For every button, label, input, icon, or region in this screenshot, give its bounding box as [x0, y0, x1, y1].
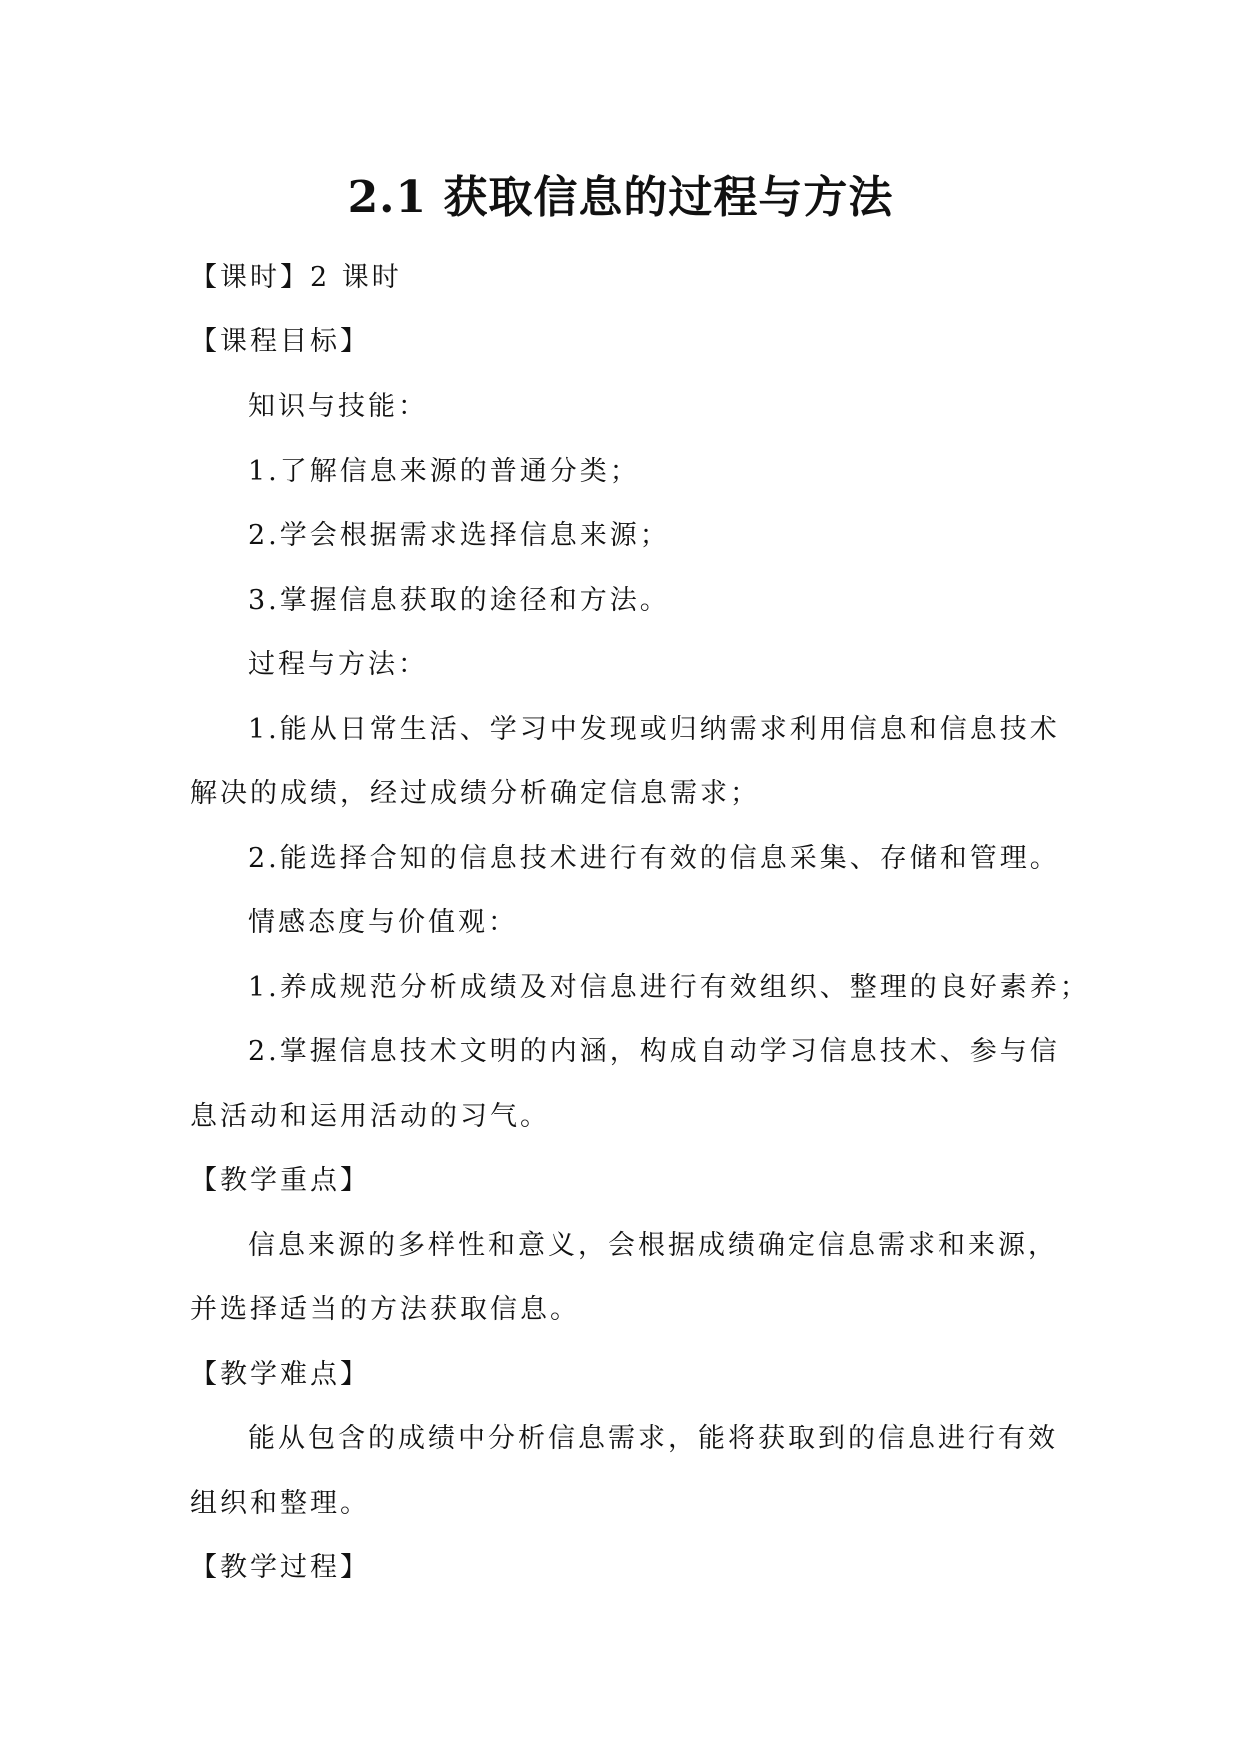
paragraph-line: 能从包含的成绩中分析信息需求，能将获取到的信息进行有效	[248, 1423, 1058, 1454]
subheading-process-methods: 过程与方法：	[248, 649, 428, 680]
paragraph-line: 3.掌握信息获取的途径和方法。	[248, 585, 670, 616]
paragraph-line: 信息来源的多样性和意义，会根据成绩确定信息需求和来源，	[248, 1230, 1058, 1261]
paragraph-line: 1.养成规范分析成绩及对信息进行有效组织、整理的良好素养；	[248, 972, 1090, 1003]
paragraph-line: 并选择适当的方法获取信息。	[190, 1294, 580, 1325]
paragraph-line: 2.能选择合知的信息技术进行有效的信息采集、存储和管理。	[248, 843, 1060, 874]
section-heading-key-points: 【教学重点】	[190, 1165, 370, 1196]
section-heading-process: 【教学过程】	[190, 1552, 370, 1583]
subheading-knowledge-skills: 知识与技能：	[248, 391, 428, 422]
paragraph-line: 1.了解信息来源的普通分类；	[248, 456, 640, 487]
paragraph-line: 1.能从日常生活、学习中发现或归纳需求利用信息和信息技术	[248, 714, 1060, 745]
lesson-hours-line: 【课时】2 课时	[190, 262, 402, 293]
paragraph-line: 组织和整理。	[190, 1488, 370, 1519]
paragraph-line: 解决的成绩，经过成绩分析确定信息需求；	[190, 778, 760, 809]
paragraph-line: 2.学会根据需求选择信息来源；	[248, 520, 670, 551]
document-title: 2.1 获取信息的过程与方法	[347, 172, 894, 223]
section-heading-difficulties: 【教学难点】	[190, 1359, 370, 1390]
paragraph-line: 2.掌握信息技术文明的内涵，构成自动学习信息技术、参与信	[248, 1036, 1060, 1067]
subheading-attitudes-values: 情感态度与价值观：	[248, 907, 518, 938]
section-heading-objectives: 【课程目标】	[190, 326, 370, 357]
paragraph-line: 息活动和运用活动的习气。	[190, 1101, 550, 1132]
